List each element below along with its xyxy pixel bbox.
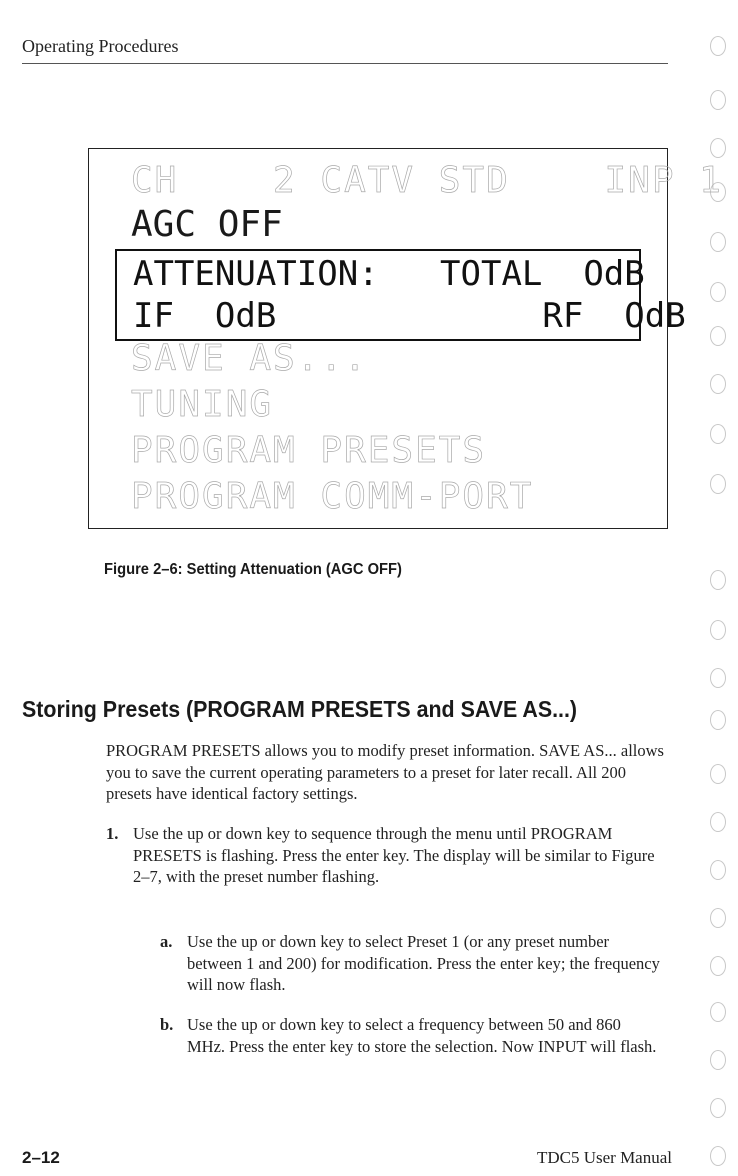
- binder-hole: [710, 1002, 726, 1022]
- substep-label: a.: [160, 932, 173, 951]
- substep-text: Use the up or down key to select Preset 1 (or any preset number between 1 and 200) for modification. Press the enter key; the frequency will now flash.: [187, 932, 660, 995]
- binder-hole: [710, 908, 726, 928]
- attenuation-total-row: ATTENUATION: TOTAL OdB: [133, 254, 645, 294]
- figure-caption: Figure 2–6: Setting Attenuation (AGC OFF): [104, 561, 402, 578]
- binder-hole: [710, 812, 726, 832]
- binder-hole: [710, 1050, 726, 1070]
- lcd-agc-line: AGC OFF: [131, 204, 283, 245]
- header-title: Operating Procedures: [22, 36, 179, 56]
- binder-hole: [710, 138, 726, 158]
- binder-hole: [710, 1098, 726, 1118]
- binder-hole: [710, 326, 726, 346]
- attenuation-highlight: [115, 249, 686, 341]
- binder-hole: [710, 282, 726, 302]
- binder-hole: [710, 860, 726, 880]
- binder-hole: [710, 1146, 726, 1166]
- header-rule: [22, 63, 668, 64]
- binder-hole: [710, 620, 726, 640]
- binder-hole: [710, 668, 726, 688]
- menu-item-program-comm-port: PROGRAM COMM-PORT: [131, 476, 534, 517]
- lcd-status-line: CH 2 CATV STD INP 1: [131, 160, 723, 201]
- menu-item-tuning: TUNING: [131, 384, 274, 425]
- binder-hole: [710, 570, 726, 590]
- substep-b: [160, 1014, 660, 1057]
- intro-paragraph: PROGRAM PRESETS allows you to modify preset information. SAVE AS... allows you to save the current operating parameters to a preset for later recall. All 200 presets have identical factory settings.: [106, 741, 664, 804]
- binder-hole: [710, 474, 726, 494]
- step-number: 1.: [106, 824, 119, 843]
- binder-hole: [710, 424, 726, 444]
- binder-hole: [710, 374, 726, 394]
- binder-hole: [710, 956, 726, 976]
- binder-hole: [710, 710, 726, 730]
- step-1: [106, 823, 666, 888]
- page-number: 2–12: [22, 1148, 60, 1167]
- manual-title: TDC5 User Manual: [536, 1148, 672, 1167]
- attenuation-if-rf-row: IF OdB RF OdB: [133, 296, 686, 336]
- binder-hole: [710, 90, 726, 110]
- menu-item-save-as: SAVE AS...: [131, 338, 368, 379]
- binder-hole: [710, 36, 726, 56]
- binder-hole: [710, 232, 726, 252]
- section-heading: Storing Presets (PROGRAM PRESETS and SAVE AS...): [22, 696, 578, 722]
- lcd-display: [89, 149, 723, 528]
- step-text: Use the up or down key to sequence through the menu until PROGRAM PRESETS is flashing. Press the enter key. The display will be similar to Figure 2–7, with the preset number flashing.: [133, 824, 655, 887]
- figure-2-6: [88, 148, 723, 529]
- binder-hole: [710, 764, 726, 784]
- substep-text: Use the up or down key to select a frequency between 50 and 860 MHz. Press the enter key to store the selection. Now INPUT will flash.: [187, 1015, 657, 1056]
- menu-item-program-presets: PROGRAM PRESETS: [131, 430, 487, 471]
- substep-label: b.: [160, 1015, 174, 1034]
- substep-a: [160, 931, 660, 996]
